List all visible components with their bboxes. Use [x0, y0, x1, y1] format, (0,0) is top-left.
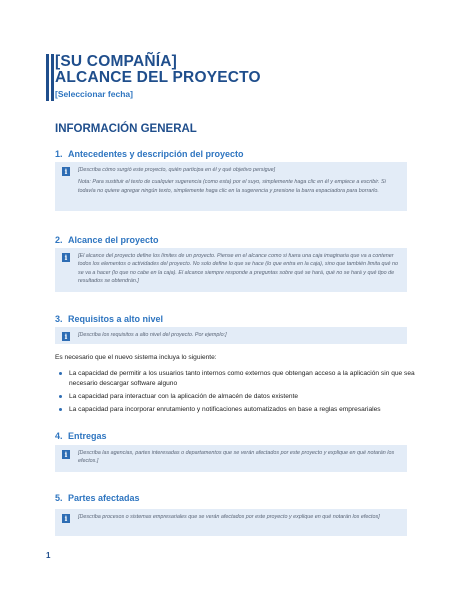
tip-text: [Describa las agencias, partes interesadas o departamentos que se verán afectados por este proyecto y explique en qué notarán los efectos.]	[78, 450, 395, 465]
list-item: La capacidad de permitir a los usuarios tanto internos como externos que obtengan acceso a la aplicación sin que sea necesario descargar software alguno	[55, 369, 415, 388]
tip-box-background[interactable]	[55, 162, 407, 211]
section-title: Alcance del proyecto	[68, 235, 159, 245]
section-heading-scope	[55, 235, 159, 245]
section-number: 2.	[55, 235, 63, 245]
info-icon: i	[62, 332, 70, 341]
list-item: La capacidad para interactuar con la aplicación de almacén de datos existente	[55, 392, 415, 402]
info-icon: i	[62, 253, 70, 262]
requirements-list	[55, 369, 415, 418]
section-title: Entregas	[68, 431, 107, 441]
list-item: La capacidad para incorporar enrutamiento y notificaciones automatizados en base a reglas empresariales	[55, 405, 415, 415]
bullet-icon	[59, 372, 62, 375]
info-icon: i	[62, 514, 70, 523]
tip-box-requirements[interactable]	[55, 327, 407, 344]
section-number: 3.	[55, 314, 63, 324]
tip-text: [Describa procesos o sistemas empresariales que se verán afectados por este proyecto y explique en qué notarán los efectos]	[78, 514, 380, 520]
tip-text: [El alcance del proyecto define los límites de un proyecto. Piense en el alcance como si fuera una caja imaginaria que va a contener todos los elementos o actividades del proyecto. No solo define lo que se hace (lo que entra en la caja), sino que también limita qué no se va a hacer (lo que no cabe en la caja). El alcance siempre responde a preguntas sobre qué se hará, qué no se hará y qué tipo de resultados se obtendrán.]	[78, 253, 399, 284]
info-icon: i	[62, 450, 70, 459]
tip-box-affected-parties[interactable]	[55, 509, 407, 536]
section-title: Antecedentes y descripción del proyecto	[68, 149, 244, 159]
tip-note-text: Nota: Para sustituir el texto de cualquier sugerencia (como esta) por el suyo, simplemente haga clic en él y empiece a escribir. Si todavía no quiere agregar ningún texto, simplemente haga clic en la sugerencia y presione la barra espaciadora para borrarlo.	[78, 179, 386, 194]
page-number: 1	[46, 551, 51, 560]
section-heading-affected-parties	[55, 493, 140, 503]
section-number: 4.	[55, 431, 63, 441]
general-info-heading: INFORMACIÓN GENERAL	[55, 123, 197, 135]
requirements-intro: Es necesario que el nuevo sistema incluya lo siguiente:	[55, 354, 217, 361]
tip-box-deliverables[interactable]	[55, 445, 407, 472]
date-picker[interactable]: [Seleccionar fecha]	[55, 89, 133, 99]
bullet-icon	[59, 395, 62, 398]
section-heading-background	[55, 149, 244, 159]
company-name[interactable]: [SU COMPAÑÍA]	[55, 53, 177, 70]
tip-text: [Describa cómo surgió este proyecto, quién participa en él y qué objetivo persigue]	[78, 167, 276, 173]
tip-box-scope[interactable]	[55, 248, 407, 292]
section-title: Requisitos a alto nivel	[68, 314, 164, 324]
section-heading-requirements	[55, 314, 163, 324]
document-title: ALCANCE DEL PROYECTO	[55, 69, 261, 86]
title-accent-bars	[46, 54, 54, 101]
tip-text: [Describa los requisitos a alto nivel del proyecto. Por ejemplo:]	[78, 332, 227, 338]
section-title: Partes afectadas	[68, 493, 140, 503]
section-number: 1.	[55, 149, 63, 159]
info-icon: i	[62, 167, 70, 176]
section-number: 5.	[55, 493, 63, 503]
bullet-icon	[59, 408, 62, 411]
section-heading-deliverables	[55, 431, 107, 441]
